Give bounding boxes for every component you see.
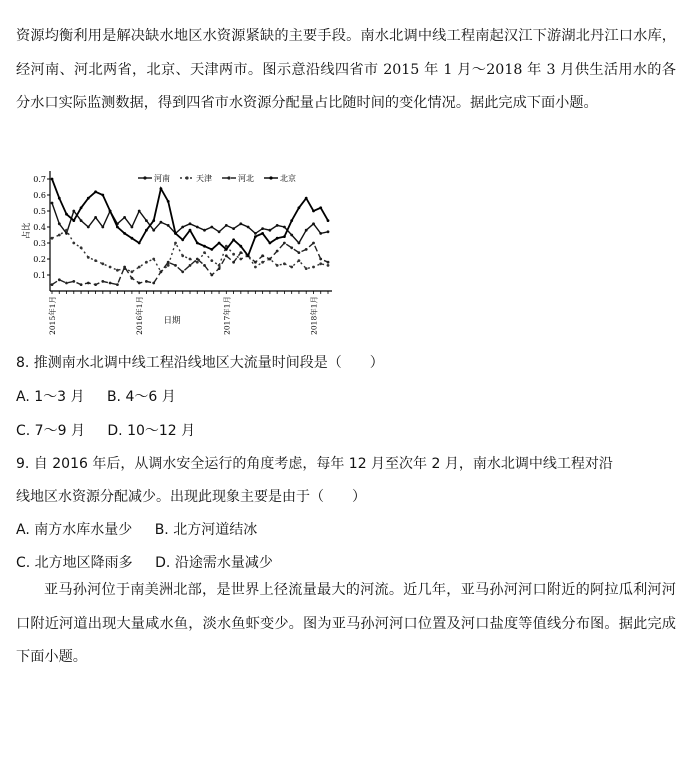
water-share-chart — [20, 165, 338, 345]
data-point — [239, 258, 242, 261]
question-8-options-row-2 — [16, 420, 213, 440]
data-point — [276, 264, 279, 267]
data-point — [283, 242, 286, 245]
data-point — [87, 226, 90, 229]
data-point — [239, 251, 242, 254]
data-point — [87, 256, 90, 259]
data-point — [269, 258, 272, 261]
data-point — [319, 232, 322, 235]
data-point — [196, 258, 199, 261]
question-8-option-a[interactable]: A. 1～3 月 — [16, 389, 85, 405]
data-point — [269, 229, 272, 232]
y-axis-title: 占比 — [22, 222, 32, 240]
data-point — [305, 267, 308, 270]
y-tick-label: 0.3 — [33, 239, 46, 248]
question-8-options-row-1 — [16, 386, 194, 406]
question-9-option-b[interactable]: B. 北方河道结冰 — [154, 522, 258, 538]
data-point — [210, 259, 213, 262]
data-point — [269, 242, 272, 245]
legend-marker — [143, 176, 146, 179]
question-9-option-c[interactable]: C. 北方地区降雨多 — [16, 555, 133, 571]
data-point — [298, 251, 301, 254]
data-point — [312, 242, 315, 245]
data-point — [327, 219, 330, 222]
chart-series — [51, 178, 330, 286]
x-tick-label: 2018年1月 — [309, 296, 319, 335]
data-point — [327, 264, 330, 267]
data-point — [239, 245, 242, 248]
data-point — [131, 237, 134, 240]
line-chart-svg — [20, 165, 338, 345]
y-tick-label: 0.5 — [33, 207, 46, 216]
legend-label: 河北 — [238, 174, 254, 183]
data-point — [152, 229, 155, 232]
question-8-option-b[interactable]: B. 4～6 月 — [106, 389, 176, 405]
legend-label: 河南 — [154, 174, 170, 183]
data-point — [203, 264, 206, 267]
data-point — [210, 274, 213, 277]
data-point — [65, 232, 68, 235]
intro-paragraph: 资源均衡利用是解决缺水地区水资源紧缺的主要手段。南水北调中线工程南起汉江下游湖北丹江口水库，经河南、河北两省，北京、天津两市。图示意沿线四省市 2015 年 1 月～2018 年 3 月供生活用水的各分水口实际监测数据，得到四省市水资源分配量占比随时间的变化情况。据此完成下面小题。 — [16, 28, 676, 111]
data-point — [109, 210, 112, 213]
question-9-option-a[interactable]: A. 南方水库水量少 — [16, 522, 133, 538]
data-point — [72, 280, 75, 283]
data-point — [181, 270, 184, 273]
data-point — [138, 210, 141, 213]
data-point — [254, 232, 257, 235]
data-point — [298, 206, 301, 209]
data-point — [109, 282, 112, 285]
legend-label: 天津 — [196, 174, 212, 183]
data-point — [181, 226, 184, 229]
data-point — [123, 232, 126, 235]
data-point — [181, 254, 184, 257]
y-tick-label: 0.1 — [33, 271, 46, 280]
data-point — [101, 226, 104, 229]
data-point — [160, 221, 163, 224]
data-point — [261, 232, 264, 235]
y-tick-label: 0.7 — [33, 175, 46, 184]
data-point — [218, 230, 221, 233]
data-point — [87, 197, 90, 200]
data-point — [254, 235, 257, 238]
x-tick-label: 2017年1月 — [222, 296, 232, 335]
data-point — [145, 219, 148, 222]
data-point — [131, 270, 134, 273]
data-point — [94, 190, 97, 193]
question-8-option-c[interactable]: C. 7～9 月 — [16, 423, 85, 439]
data-point — [80, 206, 83, 209]
y-tick-label: 0.2 — [33, 255, 46, 264]
data-point — [305, 197, 308, 200]
legend-marker — [269, 176, 272, 179]
data-point — [218, 242, 221, 245]
data-point — [80, 219, 83, 222]
data-point — [312, 210, 315, 213]
data-point — [276, 237, 279, 240]
data-point — [247, 226, 250, 229]
data-point — [225, 254, 228, 257]
data-point — [189, 264, 192, 267]
data-point — [131, 226, 134, 229]
data-point — [160, 187, 163, 190]
data-point — [101, 280, 104, 283]
data-point — [123, 266, 126, 269]
data-point — [327, 261, 330, 264]
data-point — [203, 229, 206, 232]
question-9-option-d[interactable]: D. 沿途需水量减少 — [155, 555, 273, 571]
data-point — [189, 229, 192, 232]
data-point — [58, 278, 61, 281]
data-point — [174, 264, 177, 267]
data-point — [138, 266, 141, 269]
data-point — [72, 242, 75, 245]
data-point — [247, 254, 250, 257]
data-point — [225, 248, 228, 251]
data-point — [276, 250, 279, 253]
data-point — [174, 232, 177, 235]
data-point — [232, 261, 235, 264]
data-point — [196, 242, 199, 245]
data-point — [116, 283, 119, 286]
data-point — [167, 224, 170, 227]
data-point — [283, 235, 286, 238]
data-point — [290, 234, 293, 237]
data-point — [327, 230, 330, 233]
data-point — [152, 258, 155, 261]
data-point — [189, 258, 192, 261]
data-point — [152, 219, 155, 222]
data-point — [123, 216, 126, 219]
data-point — [319, 206, 322, 209]
legend-marker — [227, 176, 230, 179]
legend-marker — [185, 176, 188, 179]
question-9-stem-line-1: 9. 自 2016 年后，从调水安全运行的角度考虑，每年 12 月至次年 2 月，南水北调中线工程对沿 — [16, 456, 613, 472]
x-tick-label: 2015年1月 — [48, 296, 57, 335]
data-point — [80, 246, 83, 249]
data-point — [298, 242, 301, 245]
data-point — [239, 222, 242, 225]
data-point — [72, 210, 75, 213]
data-point — [203, 251, 206, 254]
data-point — [305, 229, 308, 232]
data-point — [145, 229, 148, 232]
data-point — [167, 200, 170, 203]
data-point — [312, 222, 315, 225]
data-point — [181, 238, 184, 241]
data-point — [160, 270, 163, 273]
data-point — [254, 266, 257, 269]
x-axis-title: 日期 — [163, 316, 181, 326]
y-tick-label: 0.4 — [33, 223, 46, 232]
data-point — [261, 254, 264, 257]
data-point — [283, 262, 286, 265]
data-point — [305, 248, 308, 251]
question-9-options-row-1 — [16, 519, 275, 539]
chart-legend — [138, 173, 296, 183]
y-tick-label: 0.6 — [33, 191, 46, 200]
data-point — [298, 259, 301, 262]
data-point — [290, 246, 293, 249]
data-point — [174, 242, 177, 245]
data-point — [101, 262, 104, 265]
data-point — [261, 227, 264, 230]
data-point — [101, 194, 104, 197]
data-point — [276, 224, 279, 227]
data-point — [232, 227, 235, 230]
data-point — [319, 258, 322, 261]
data-point — [196, 261, 199, 264]
data-point — [290, 266, 293, 269]
data-point — [145, 261, 148, 264]
data-point — [232, 238, 235, 241]
data-point — [51, 178, 54, 181]
data-point — [152, 282, 155, 285]
data-point — [58, 222, 61, 225]
data-point — [232, 253, 235, 256]
data-point — [196, 226, 199, 229]
data-point — [65, 282, 68, 285]
data-point — [51, 283, 54, 286]
data-point — [290, 219, 293, 222]
data-point — [65, 213, 68, 216]
data-point — [116, 269, 119, 272]
data-point — [261, 261, 264, 264]
data-point — [116, 226, 119, 229]
chart-axes — [21, 171, 332, 335]
data-point — [254, 261, 257, 264]
data-point — [145, 280, 148, 283]
data-point — [87, 282, 90, 285]
data-point — [65, 229, 68, 232]
data-point — [109, 266, 112, 269]
outro-paragraph: 亚马孙河位于南美洲北部，是世界上径流量最大的河流。近几年，亚马孙河河口附近的阿拉瓜利河河口附近河道出现大量咸水鱼，淡水鱼虾变少。图为亚马孙河河口位置及河口盐度等值线分布图。据此完成下面小题。 — [16, 582, 676, 665]
data-point — [131, 277, 134, 280]
data-point — [218, 267, 221, 270]
data-point — [138, 282, 141, 285]
data-point — [189, 222, 192, 225]
data-point — [58, 197, 61, 200]
data-point — [225, 224, 228, 227]
series-line — [52, 243, 328, 285]
data-point — [138, 242, 141, 245]
data-point — [94, 259, 97, 262]
question-8-stem: 8. 推测南水北调中线工程沿线地区大流量时间段是（ ） — [16, 355, 384, 371]
data-point — [210, 248, 213, 251]
data-point — [94, 216, 97, 219]
legend-label: 北京 — [280, 174, 296, 183]
data-point — [51, 237, 54, 240]
data-point — [72, 219, 75, 222]
data-point — [167, 261, 170, 264]
data-point — [203, 245, 206, 248]
data-point — [94, 283, 97, 286]
question-8-option-d[interactable]: D. 10～12 月 — [107, 423, 196, 439]
data-point — [58, 234, 61, 237]
data-point — [319, 262, 322, 265]
data-point — [312, 266, 315, 269]
data-point — [51, 202, 54, 205]
question-9-options-row-2 — [16, 552, 291, 572]
x-tick-label: 2016年1月 — [135, 296, 145, 335]
data-point — [283, 226, 286, 229]
data-point — [80, 283, 83, 286]
data-point — [210, 226, 213, 229]
question-9-stem-line-2: 线地区水资源分配减少。出现此现象主要是由于（ ） — [16, 489, 366, 505]
